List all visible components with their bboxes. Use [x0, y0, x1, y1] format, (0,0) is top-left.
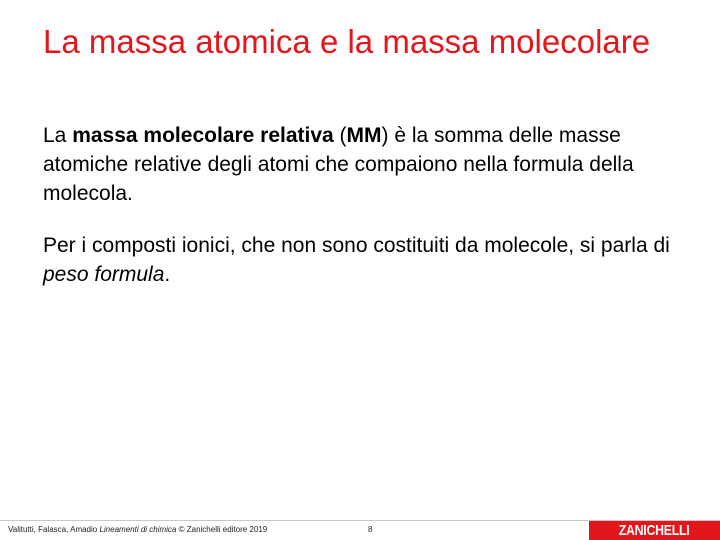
paragraph-2-text-1: Per i composti ionici, che non sono costituiti da molecole, si parla di: [43, 234, 670, 257]
page-number: 8: [368, 525, 373, 534]
paragraph-1-text-3: ) è la somma delle masse atomiche relative degli atomi che compaiono nella formula della molecola.: [43, 124, 634, 205]
paragraph-molecular-mass: [43, 121, 693, 208]
paragraph-ionic-compounds: [43, 231, 693, 289]
term-mm-abbreviation: MM: [346, 124, 382, 147]
term-formula-weight: peso formula: [43, 263, 165, 286]
slide-body: [43, 121, 693, 289]
zanichelli-logo: [589, 521, 720, 540]
footer-credit: [8, 525, 267, 535]
footer-authors: Valitutti, Falasca, Amadio: [8, 525, 100, 534]
slide-title: La massa atomica e la massa molecolare: [43, 23, 651, 60]
paragraph-2-text-2: .: [164, 263, 171, 286]
paragraph-1-text-1: La: [43, 124, 73, 147]
footer-book-title: Lineamenti di chimica: [99, 525, 177, 534]
logo-text: ZANICHELLI: [619, 522, 690, 539]
footer-publisher: © Zanichelli editore 2019: [176, 525, 268, 534]
paragraph-1-text-2: (: [333, 124, 347, 147]
term-molecular-mass: massa molecolare relativa: [72, 124, 334, 147]
